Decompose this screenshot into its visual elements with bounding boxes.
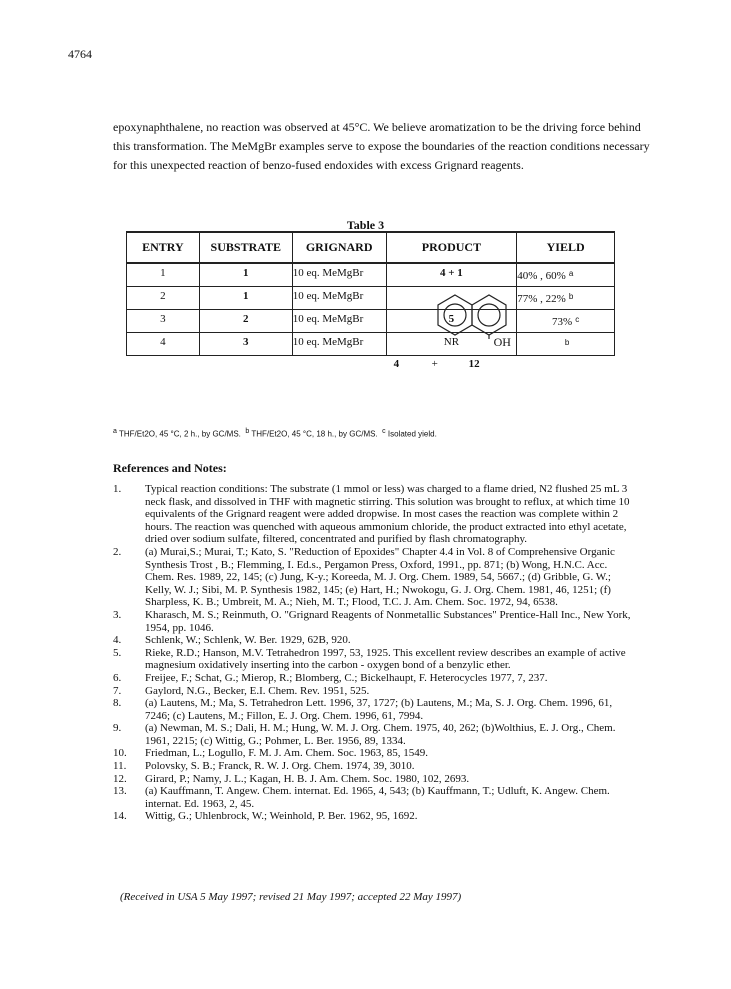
reference-number: 10.	[113, 747, 127, 760]
reference-number: 13.	[113, 785, 127, 798]
reference-text: Gaylord, N.G., Becker, E.I. Chem. Rev. 1951, 525.	[145, 684, 370, 697]
reference-text: Girard, P.; Namy, J. L.; Kagan, H. B. J. Am. Chem. Soc. 1980, 102, 2693.	[145, 772, 470, 785]
entry-cell: 2	[127, 287, 200, 310]
substrate-cell: 1	[199, 263, 292, 287]
footnote-mark: c	[382, 428, 386, 435]
header-entry: ENTRY	[127, 232, 200, 263]
reference-text: Kharasch, M. S.; Reinmuth, O. "Grignard Reagents of Nonmetallic Substances" Prentice-Hall Inc., New York, 1954, pp. 1046.	[145, 608, 631, 634]
footnote-text: Isolated yield.	[387, 429, 437, 439]
reference-number: 8.	[113, 697, 122, 710]
reference-item	[113, 609, 633, 634]
entry-cell: 4	[127, 333, 200, 356]
reference-item	[113, 773, 633, 786]
yield-value: 77% , 22%	[517, 293, 566, 305]
reference-item	[113, 634, 633, 647]
reference-number: 9.	[113, 722, 122, 735]
reference-number: 7.	[113, 684, 122, 697]
table-header-row	[127, 232, 615, 263]
yield-cell	[517, 263, 615, 287]
references-list	[113, 483, 633, 823]
product-plus: +	[431, 358, 438, 370]
received-dates: (Received in USA 5 May 1997; revised 21 May 1997; accepted 22 May 1997)	[120, 891, 462, 903]
yield-value: 40% , 60%	[517, 270, 566, 282]
reference-text: Wittig, G.; Uhlenbrock, W.; Weinhold, P. Ber. 1962, 95, 1692.	[145, 810, 418, 823]
substrate-cell: 2	[199, 310, 292, 333]
footnote-mark: a	[568, 269, 574, 278]
reference-text: Typical reaction conditions: The substrate (1 mmol or less) was charged to a flame dried, N2 flushed 25 mL 3 neck flask, and dissolved in THF with magnetic stirring. This solution was brought to reflux, at which time 10 equivalents of the Grignard reagent were added dropwise. In most cases the reaction was complete within 2 hours. The reaction was quenched with aqueous ammonium chloride, the product extracted into ethyl acetate, dried over sodium sulfate, filtered, concentrated and purified by flash chromatography.	[145, 483, 630, 546]
reference-number: 11.	[113, 760, 127, 773]
yield-value: 73%	[552, 316, 573, 328]
reference-text: (a) Newman, M. S.; Dali, H. M.; Hung, W. M. J. Org. Chem. 1975, 40, 262; (b)Wolthius, E. J. Org., Chem. 1961, 2215; (c) Wittig, G.; Pohmer, L. Ber. 1956, 89, 1334.	[145, 722, 616, 747]
hydroxyl-label: OH	[493, 335, 511, 349]
footnote-mark: a	[113, 428, 117, 435]
substrate-cell: 1	[199, 287, 292, 310]
header-product: PRODUCT	[386, 232, 517, 263]
reference-text: (a) Kauffmann, T. Angew. Chem. internat. Ed. 1965, 4, 543; (b) Kauffmann, T.; Udluft, K. Angew. Chem. internat. Ed. 1963, 2, 45.	[145, 785, 610, 810]
table-row	[127, 263, 615, 287]
reference-number: 6.	[113, 671, 122, 684]
grignard-cell: 10 eq. MeMgBr	[292, 287, 386, 310]
footnote-mark: b	[568, 292, 574, 301]
reference-item	[113, 685, 633, 698]
reference-item	[113, 810, 633, 823]
grignard-cell: 10 eq. MeMgBr	[292, 310, 386, 333]
entry-cell: 1	[127, 263, 200, 287]
reference-text: Schlenk, W.; Schlenk, W. Ber. 1929, 62B, 920.	[145, 634, 351, 647]
reference-item	[113, 760, 633, 773]
references-heading: References and Notes:	[113, 461, 227, 475]
results-table	[126, 231, 615, 370]
product-cell: 5	[386, 310, 517, 333]
reference-number: 4.	[113, 634, 122, 647]
table-row	[127, 310, 615, 333]
footnote-mark: c	[575, 315, 580, 324]
reference-number: 5.	[113, 646, 122, 659]
grignard-cell: 10 eq. MeMgBr	[292, 333, 386, 356]
substrate-cell: 3	[199, 333, 292, 356]
reference-item	[113, 546, 633, 609]
reference-item	[113, 697, 633, 722]
product-compound-a: 4	[393, 358, 400, 370]
yield-cell	[517, 287, 615, 310]
product-cell: 4 + 1	[386, 263, 517, 287]
reference-item	[113, 647, 633, 672]
product-cell: NR	[386, 333, 517, 356]
reference-item	[113, 722, 633, 747]
table-row	[127, 287, 615, 310]
grignard-cell: 10 eq. MeMgBr	[292, 263, 386, 287]
reference-number: 1.	[113, 483, 122, 495]
reference-text: Friedman, L.; Logullo, F. M. J. Am. Chem. Soc. 1963, 85, 1549.	[145, 747, 428, 760]
reference-number: 2.	[113, 545, 122, 558]
reference-text: Rieke, R.D.; Hanson, M.V. Tetrahedron 1997, 53, 1925. This excellent review describes an example of active magnesium oxidatively inserting into the carbon - oxygen bond of a benzylic ether.	[145, 646, 626, 672]
header-yield: YIELD	[517, 232, 615, 263]
entry-cell: 3	[127, 310, 200, 333]
reference-item	[113, 483, 633, 546]
reference-item	[113, 747, 633, 760]
naphthol-structure-icon	[433, 291, 511, 339]
reference-text: Polovsky, S. B.; Franck, R. W. J. Org. Chem. 1974, 39, 3010.	[145, 760, 415, 773]
reference-number: 3.	[113, 608, 122, 621]
product-divider	[387, 355, 517, 356]
intro-paragraph: epoxynaphthalene, no reaction was observed at 45°C. We believe aromatization to be the driving force behind this transformation. The MeMgBr examples serve to expose the boundaries of the reaction conditions necessary for this unexpected reaction of benzo-fused endoxides with excess Grignard reagents.	[113, 120, 650, 172]
reference-text: Freijee, F.; Schat, G.; Mierop, R.; Blomberg, C.; Bickelhaupt, F. Heterocycles 1977, 7, 237.	[145, 671, 548, 684]
footnote-text: THF/Et2O, 45 °C, 2 h., by GC/MS.	[118, 429, 241, 439]
product-compound-b: 12	[468, 358, 480, 370]
yield-cell	[517, 333, 615, 356]
page-number: 4764	[68, 47, 92, 61]
footnote-text: THF/Et2O, 45 °C, 18 h., by GC/MS.	[251, 429, 378, 439]
header-grignard: GRIGNARD	[292, 232, 386, 263]
header-substrate: SUBSTRATE	[199, 232, 292, 263]
reference-text: (a) Murai,S.; Murai, T.; Kato, S. "Reduction of Epoxides" Chapter 4.4 in Vol. 8 of Comprehensive Organic Synthesis Trost , B.; Flemming, I. Ed.s., Pergamon Press, Oxford, 1991., pp. 871; (b) Wong, H.N.C. Acc. Chem. Res. 1989, 22, 145; (c) Jung, K-y.; Koreeda, M. J. Org. Chem. 1989, 54, 5667.; (d) Gribble, G. W.; Kelly, W. J.; Sibi, M. P. Synthesis 1982, 145; (e) Hart, H.; Nwokogu, G. J. Org. Chem. 1981, 46, 1251; (f) Sharpless, K. B.; Umbreit, M. A.; Nieh, M. T.; Flood, T.C. J. Am. Chem. Soc. 1972, 94, 6538.	[145, 545, 615, 609]
reference-item	[113, 785, 633, 810]
reference-number: 14.	[113, 810, 127, 823]
table-row	[127, 333, 615, 356]
yield-cell	[517, 310, 615, 333]
table-footnotes	[113, 428, 437, 439]
table-title: Table 3	[346, 218, 385, 232]
reference-item	[113, 672, 633, 685]
footnote-mark: b	[245, 428, 250, 435]
footnote-mark: b	[564, 338, 570, 347]
reference-text: (a) Lautens, M.; Ma, S. Tetrahedron Lett. 1996, 37, 1727; (b) Lautens, M.; Ma, S. J. Org. Chem. 1996, 61, 7246; (c) Lautens, M.; Fillon, E. J. Org. Chem. 1996, 61, 7994.	[145, 697, 613, 722]
reference-number: 12.	[113, 772, 127, 785]
